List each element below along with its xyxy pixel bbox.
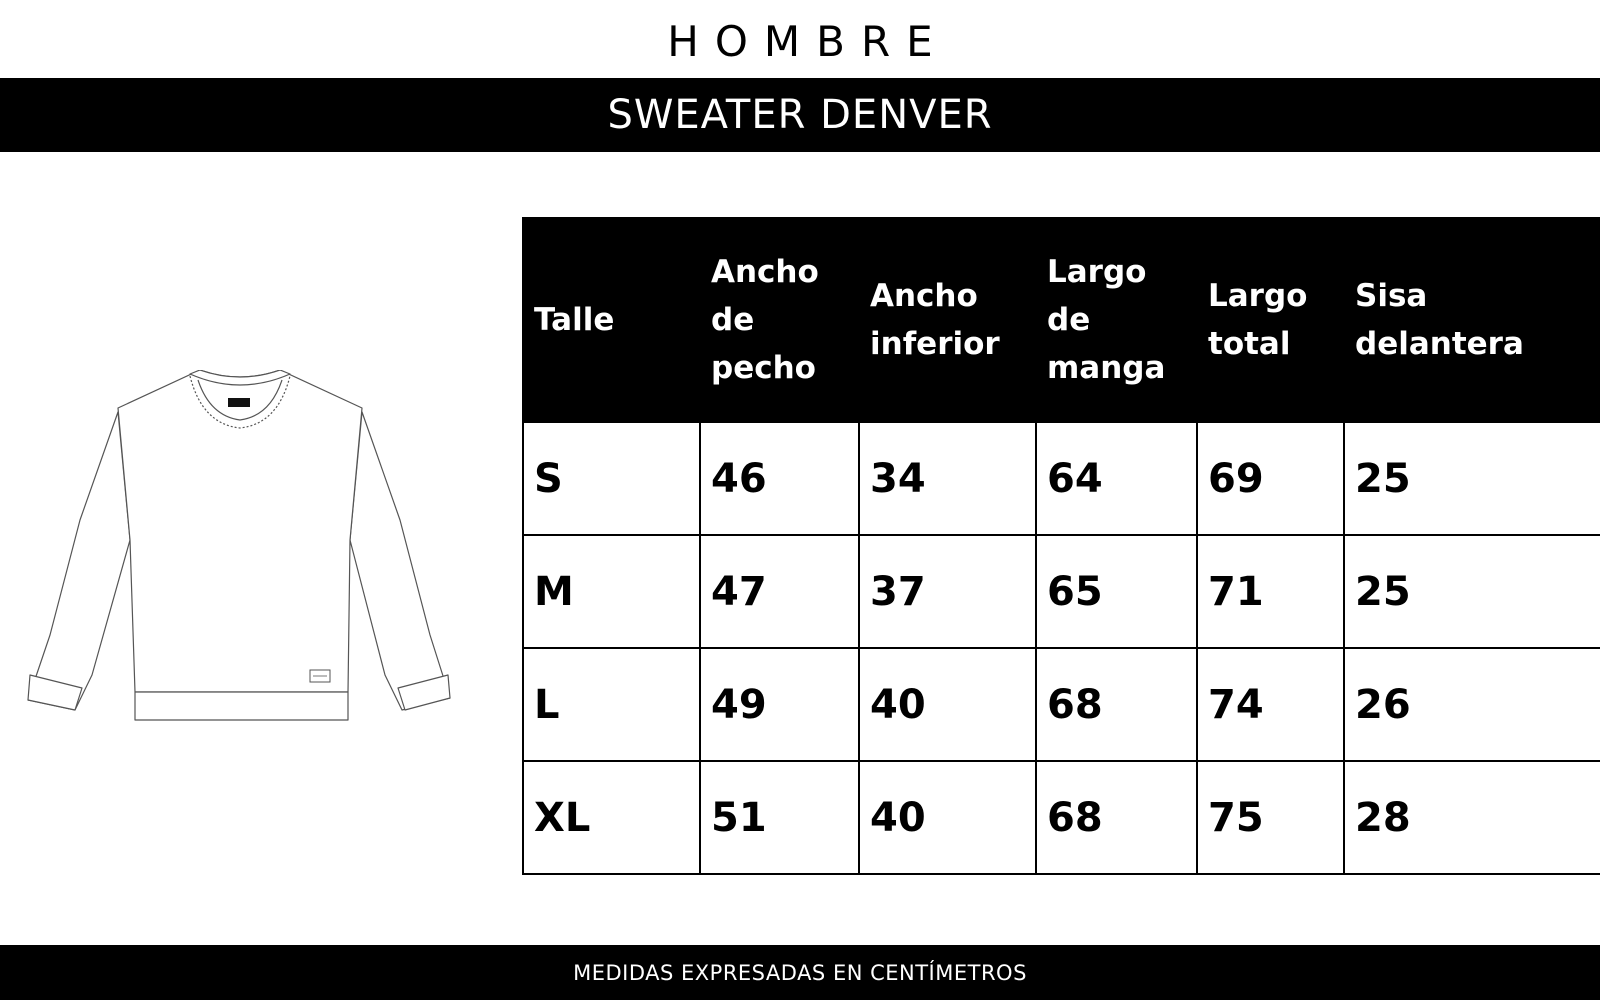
header-largo-total: Largo total	[1197, 218, 1344, 422]
table-cell: 69	[1197, 422, 1344, 535]
category-title: HOMBRE	[667, 17, 949, 66]
table-cell: 46	[700, 422, 859, 535]
size-chart-table	[522, 217, 1600, 875]
table-cell: 37	[859, 535, 1036, 648]
table-cell-size: L	[523, 648, 700, 761]
table-cell: 75	[1197, 761, 1344, 874]
header-ancho-de-pecho: Ancho de pecho	[700, 218, 859, 422]
table-cell: 47	[700, 535, 859, 648]
table-cell: 25	[1344, 422, 1600, 535]
footer-bar	[0, 945, 1600, 1000]
table-cell-size: XL	[523, 761, 700, 874]
table-row	[523, 422, 1600, 535]
sweater-flat-sketch-icon	[20, 370, 460, 740]
table-cell: 74	[1197, 648, 1344, 761]
header-sisa-delantera: Sisa delantera	[1344, 218, 1600, 422]
table-cell: 71	[1197, 535, 1344, 648]
header-largo-de-manga: Largo de manga	[1036, 218, 1197, 422]
table-cell-size: M	[523, 535, 700, 648]
product-title: SWEATER DENVER	[607, 92, 993, 138]
table-cell: 68	[1036, 648, 1197, 761]
table-cell: 64	[1036, 422, 1197, 535]
table-cell-size: S	[523, 422, 700, 535]
table-cell: 65	[1036, 535, 1197, 648]
table-cell: 51	[700, 761, 859, 874]
table-cell: 40	[859, 648, 1036, 761]
table-cell: 40	[859, 761, 1036, 874]
table-cell: 49	[700, 648, 859, 761]
table-row	[523, 648, 1600, 761]
table-cell: 28	[1344, 761, 1600, 874]
table-row	[523, 535, 1600, 648]
table-cell: 25	[1344, 535, 1600, 648]
table-row	[523, 761, 1600, 874]
table-cell: 26	[1344, 648, 1600, 761]
header-ancho-inferior: Ancho inferior	[859, 218, 1036, 422]
table-header-row	[523, 218, 1600, 422]
table-cell: 34	[859, 422, 1036, 535]
units-note: MEDIDAS EXPRESADAS EN CENTÍMETROS	[573, 960, 1027, 985]
product-title-bar	[0, 78, 1600, 152]
header-talle: Talle	[523, 218, 700, 422]
table-cell: 68	[1036, 761, 1197, 874]
